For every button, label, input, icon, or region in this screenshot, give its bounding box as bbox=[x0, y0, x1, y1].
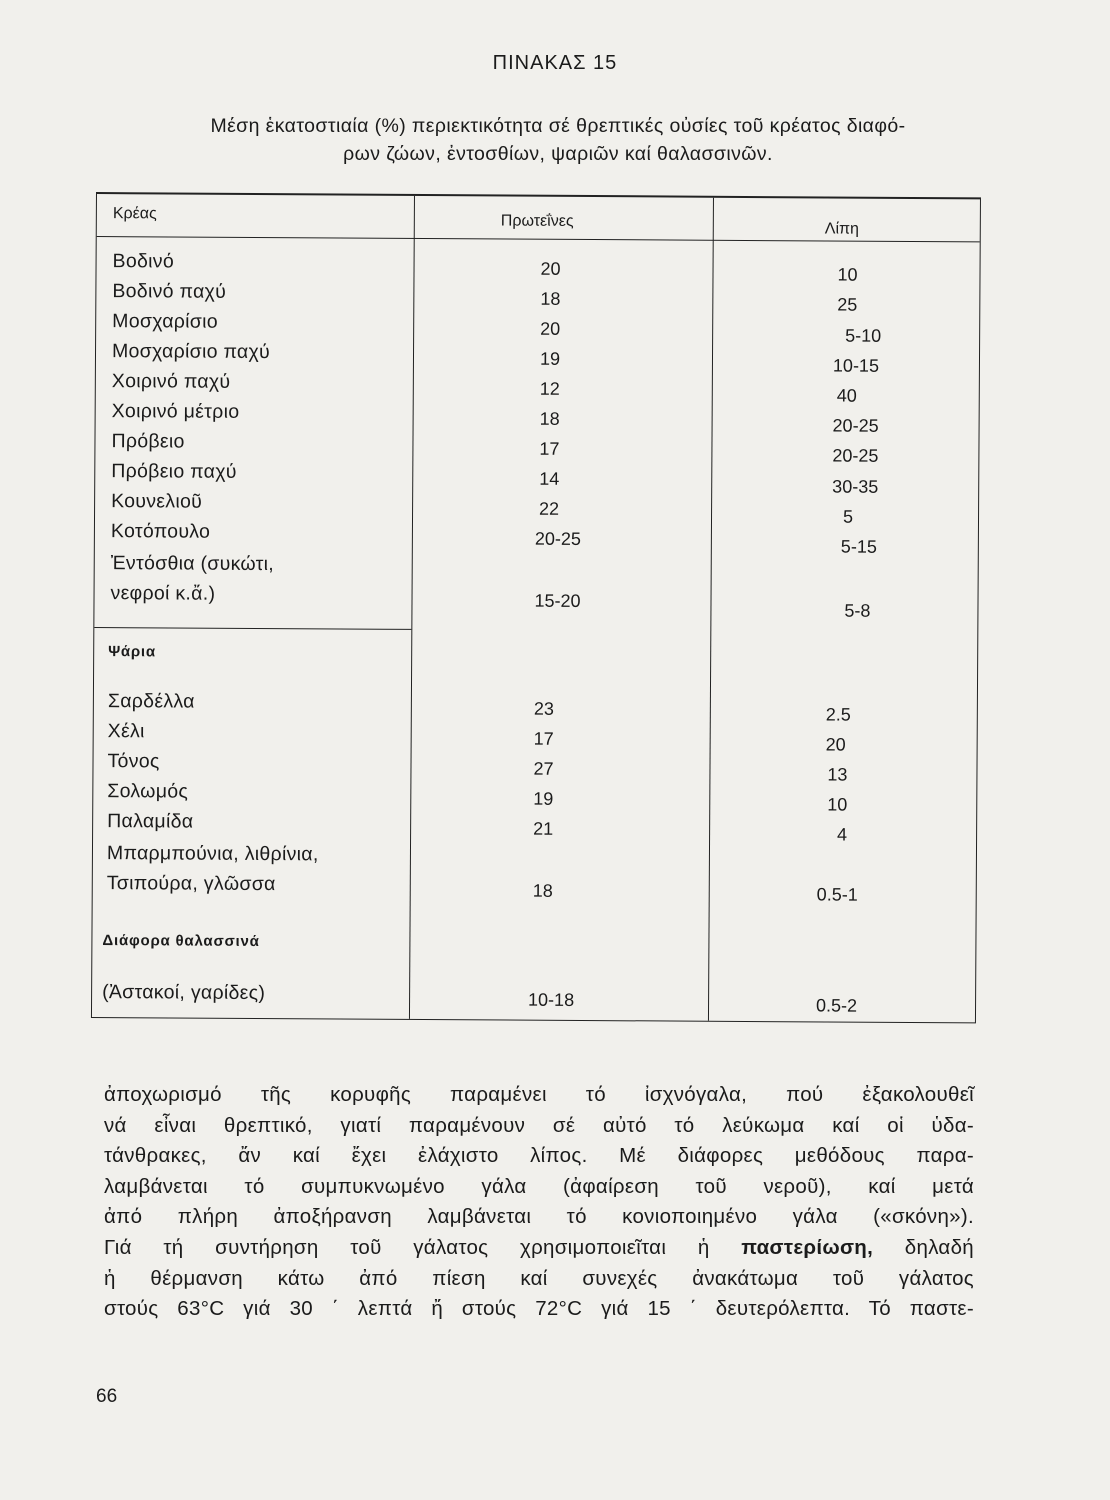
seafood-section-heading: Διάφορα θαλασσινά bbox=[102, 932, 260, 951]
row-fat: 25 bbox=[837, 294, 858, 315]
row-protein: 14 bbox=[539, 468, 560, 489]
row-protein: 20 bbox=[540, 258, 561, 279]
fish-misc-fat: 0.5-1 bbox=[816, 884, 858, 905]
row-name: Πρόβειο παχύ bbox=[111, 460, 237, 483]
table-heading: ΠΙΝΑΚΑΣ 15 bbox=[492, 52, 618, 74]
column-divider bbox=[409, 196, 415, 1019]
row-name: Σολωμός bbox=[107, 780, 189, 803]
seafood-name: (Ἀστακοί, γαρίδες) bbox=[102, 981, 266, 1005]
row-protein: 19 bbox=[533, 788, 554, 809]
page-number: 66 bbox=[96, 1386, 118, 1407]
header-protein: Πρωτεΐνες bbox=[500, 212, 574, 230]
body-line: ἀποχωρισμό τῆς κορυφῆς παραμένει τό ἰσχνόγαλα, πού ἐξακολουθεῖ bbox=[104, 1083, 974, 1106]
row-name: Τόνος bbox=[107, 750, 160, 773]
row-protein: 18 bbox=[540, 288, 561, 309]
header-item: Κρέας bbox=[112, 205, 157, 223]
offal-protein: 15-20 bbox=[534, 590, 581, 611]
row-fat: 10 bbox=[827, 794, 848, 815]
seafood-protein: 10-18 bbox=[528, 989, 575, 1010]
row-name: Βοδινό παχύ bbox=[112, 280, 227, 303]
table-caption bbox=[108, 112, 1008, 168]
body-line: τάνθρακες, ἄν καί ἔχει ἐλάχιστο λίπος. Μέ διάφορες μεθόδους παρα- bbox=[104, 1144, 974, 1168]
row-fat: 20 bbox=[825, 734, 846, 755]
body-line bbox=[104, 1233, 974, 1264]
emphasized-term: παστερίωση, bbox=[741, 1235, 874, 1259]
row-fat: 10 bbox=[837, 264, 858, 285]
offal-fat: 5-8 bbox=[844, 600, 871, 621]
section-rule bbox=[94, 627, 411, 630]
row-fat: 40 bbox=[836, 385, 857, 406]
fish-misc-name-line-1: Μπαρμπούνια, λιθρίνια, bbox=[106, 842, 319, 866]
caption-line-2: ρων ζώων, ἐντοσθίων, ψαριῶν καί θαλασσινῶν. bbox=[343, 143, 773, 165]
fish-misc-name-line-2: Τσιπούρα, γλῶσσα bbox=[106, 872, 276, 896]
row-fat: 13 bbox=[827, 764, 848, 785]
row-name: Χέλι bbox=[107, 720, 145, 743]
row-protein: 19 bbox=[539, 348, 561, 369]
row-protein: 17 bbox=[539, 438, 560, 459]
row-protein: 21 bbox=[533, 818, 554, 839]
row-protein: 20-25 bbox=[534, 528, 581, 549]
row-name: Παλαμίδα bbox=[107, 810, 194, 833]
row-name: Κουνελιοῦ bbox=[111, 490, 203, 513]
row-name: Χοιρινό παχύ bbox=[111, 370, 231, 393]
row-protein: 18 bbox=[539, 408, 560, 429]
row-name: Πρόβειο bbox=[111, 430, 185, 453]
row-fat: 5-15 bbox=[840, 536, 877, 557]
row-fat: 10-15 bbox=[832, 355, 880, 376]
caption-line-1: Μέση ἑκατοστιαία (%) περιεκτικότητα σέ θρεπτικές οὐσίες τοῦ κρέατος διαφό- bbox=[210, 115, 906, 137]
body-line-start: Γιά τή συντήρηση τοῦ γάλατος χρησιμοποιεῖται ἡ bbox=[104, 1235, 742, 1259]
body-line: νά εἶναι θρεπτικό, γιατί παραμένουν σέ αὐτό τό λεύκωμα καί οἱ ὑδα- bbox=[104, 1113, 974, 1137]
row-protein: 17 bbox=[533, 728, 554, 749]
row-protein: 12 bbox=[539, 378, 560, 399]
row-name: Σαρδέλλα bbox=[107, 690, 195, 713]
fish-section-heading: Ψάρια bbox=[108, 643, 157, 661]
row-protein: 22 bbox=[539, 498, 560, 519]
row-fat: 20-25 bbox=[832, 445, 879, 466]
header-fat: Λίπη bbox=[824, 220, 860, 238]
row-fat: 5 bbox=[842, 506, 854, 527]
row-fat: 20-25 bbox=[832, 415, 879, 436]
body-paragraph bbox=[104, 1080, 974, 1325]
row-protein: 20 bbox=[540, 318, 561, 339]
body-line: ἡ θέρμανση κάτω ἀπό πίεση καί συνεχές ἀνακάτωμα τοῦ γάλατος bbox=[104, 1266, 974, 1290]
row-name: Χοιρινό μέτριο bbox=[111, 400, 240, 423]
offal-name-line-1: Ἐντόσθια (συκώτι, bbox=[110, 552, 275, 576]
row-name: Μοσχαρίσιο bbox=[112, 310, 219, 333]
column-divider bbox=[708, 198, 714, 1021]
body-line: στούς 63°C γιά 30 ΄ λεπτά ἤ στούς 72°C γιά 15 ΄ δευτερόλεπτα. Τό παστε- bbox=[104, 1297, 974, 1321]
row-fat: 4 bbox=[837, 824, 848, 845]
seafood-fat: 0.5-2 bbox=[815, 995, 858, 1016]
nutrient-table bbox=[91, 192, 981, 1023]
row-name: Βοδινό bbox=[112, 250, 175, 273]
row-fat: 30-35 bbox=[832, 476, 879, 497]
offal-name-line-2: νεφροί κ.ἄ.) bbox=[110, 582, 216, 605]
row-protein: 27 bbox=[533, 758, 554, 779]
row-name: Κοτόπουλο bbox=[110, 520, 211, 543]
row-protein: 23 bbox=[533, 698, 554, 719]
body-line: λαμβάνεται τό συμπυκνωμένο γάλα (ἀφαίρεση τοῦ νεροῦ), καί μετά bbox=[104, 1174, 974, 1198]
row-name: Μοσχαρίσιο παχύ bbox=[111, 340, 271, 364]
body-line-end: δηλαδή bbox=[873, 1235, 974, 1259]
fish-misc-protein: 18 bbox=[532, 880, 553, 901]
row-fat: 5-10 bbox=[845, 325, 882, 346]
row-fat: 2.5 bbox=[825, 704, 851, 725]
body-line: ἀπό πλήρη ἀποξήρανση λαμβάνεται τό κονιοποιημένο γάλα («σκόνη»). bbox=[104, 1205, 974, 1229]
